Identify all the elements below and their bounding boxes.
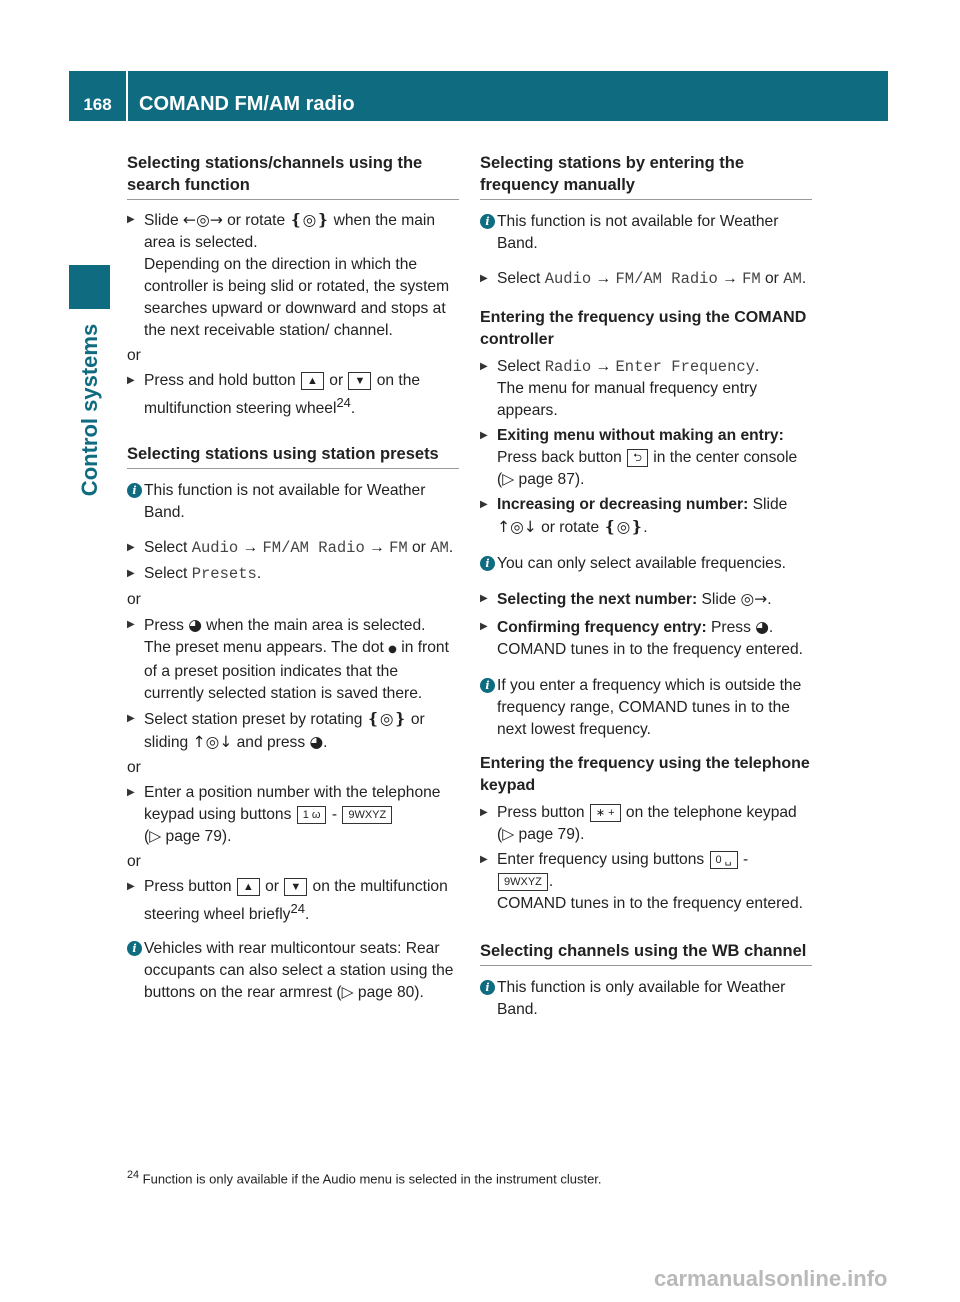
step-enter-frequency: ▶ Select Radio → Enter Frequency. The menu for manual frequency entry appears.: [480, 356, 812, 422]
press-controller-icon: ◕: [188, 616, 202, 635]
side-tab-marker: [69, 265, 110, 309]
step-increase-decrease: ▶ Increasing or decreasing number: Slide ↑◎↓ or rotate ❴◎❵.: [480, 494, 812, 539]
info-icon: i: [127, 483, 142, 498]
footnote: $^{24}$ Function is only available if the Audio menu is selected in the instrument cluster.: [127, 1169, 602, 1187]
key-9-icon: 9WXYZ: [342, 806, 392, 824]
slide-right-icon: ◎→: [740, 590, 768, 608]
info-icon: i: [480, 678, 495, 693]
watermark: carmanualsonline.info: [654, 1266, 888, 1291]
back-button-icon: ⮌: [627, 449, 648, 467]
or-separator: or: [127, 591, 141, 609]
section-heading-wb-channel: Selecting channels using the WB channel: [480, 940, 812, 966]
step-select-presets: ▶ Select Presets.: [127, 563, 459, 585]
info-note-available: i You can only select available frequencies.: [480, 553, 812, 575]
subheading-keypad: Entering the frequency using the telephone keypad: [480, 755, 810, 794]
slide-lr-icon: ←◎→: [183, 211, 223, 229]
key-9-icon: 9WXYZ: [498, 873, 548, 891]
info-icon: i: [127, 941, 142, 956]
rotate-icon: ❴◎❵: [603, 518, 644, 536]
step-press-main-area: ▶ Press ◕ when the main area is selected. The preset menu appears. The dot ● in front of a preset position indicates that the currently selected station is saved there.: [127, 614, 459, 705]
info-icon: i: [480, 214, 495, 229]
step-enter-position: ▶ Enter a position number with the telephone keypad using buttons 1 ω - 9WXYZ (▷ page 79).: [127, 782, 459, 848]
or-separator: or: [127, 347, 141, 364]
star-key-icon: ∗ +: [590, 804, 621, 822]
step-enter-frequency-keypad: ▶ Enter frequency using buttons 0 ␣ - 9WXYZ . COMAND tunes in to the frequency entered.: [480, 849, 812, 915]
step-select-preset: ▶ Select station preset by rotating ❴◎❵ or sliding ↑◎↓ and press ◕.: [127, 708, 459, 754]
step-next-number: ▶ Selecting the next number: Slide ◎→.: [480, 588, 812, 611]
dot-icon: ●: [388, 644, 397, 656]
step-select-audio: ▶ Select Audio → FM/AM Radio → FM or AM.: [127, 537, 459, 559]
rotate-icon: ❴◎❵: [289, 211, 330, 229]
info-note-rear-seats: i Vehicles with rear multicontour seats: Rear occupants can also select a station using the buttons on the rear armrest (▷ page 80).: [127, 938, 459, 1004]
step-press-star: ▶ Press button ∗ + on the telephone keypad (▷ page 79).: [480, 802, 812, 846]
up-arrow-key-icon: ▲: [301, 372, 324, 390]
or-separator: or: [127, 853, 141, 871]
right-column: [480, 152, 812, 1021]
side-tab-label: Control systems: [76, 323, 102, 497]
header-divider: [126, 71, 128, 121]
step-exit-menu: ▶ Exiting menu without making an entry: Press back button ⮌ in the center console (▷ page 87).: [480, 425, 812, 491]
step-press-briefly: ▶ Press button ▲ or ▼ on the multifunction steering wheel briefly$^{24}$.: [127, 876, 459, 926]
press-controller-icon: ◕: [309, 733, 324, 752]
subheading-controller: Entering the frequency using the COMAND controller: [480, 309, 807, 348]
section-heading-search: Selecting stations/channels using the search function: [127, 152, 459, 200]
step-select-audio: ▶ Select Audio → FM/AM Radio → FM or AM.: [480, 268, 812, 290]
left-column: [127, 152, 459, 1004]
info-note-weather-only: i This function is only available for Weather Band.: [480, 977, 812, 1021]
step-slide-rotate: ▶ Slide ←◎→ or rotate ❴◎❵ when the main area is selected. Depending on the direction in which the controller is being slid or rotated, the system searches upward or downward and stops at the next receivable station/ channel.: [127, 209, 459, 342]
step-confirm-frequency: ▶ Confirming frequency entry: Press ◕. COMAND tunes in to the frequency entered.: [480, 616, 812, 661]
page-title: COMAND FM/AM radio: [139, 93, 355, 115]
info-note-weather: i This function is not available for Weather Band.: [480, 211, 812, 255]
section-heading-presets: Selecting stations using station presets: [127, 443, 459, 469]
info-icon: i: [480, 556, 495, 571]
side-tab: [69, 315, 110, 505]
info-icon: i: [480, 980, 495, 995]
up-arrow-key-icon: ▲: [237, 878, 260, 896]
page-number: 168: [83, 95, 112, 114]
info-note-out-of-range: i If you enter a frequency which is outside the frequency range, COMAND tunes in to the next lowest frequency.: [480, 675, 812, 741]
press-controller-icon: ◕: [755, 618, 769, 636]
down-arrow-key-icon: ▼: [284, 878, 307, 896]
slide-ud-icon: ↑◎↓: [497, 518, 537, 536]
section-heading-manual-frequency: Selecting stations by entering the frequency manually: [480, 152, 812, 200]
key-1-icon: 1 ω: [297, 806, 327, 824]
key-0-icon: 0 ␣: [710, 851, 738, 869]
rotate-icon: ❴◎❵: [366, 710, 407, 729]
info-note-weather: i This function is not available for Weather Band.: [127, 480, 459, 524]
down-arrow-key-icon: ▼: [348, 372, 371, 390]
step-press-hold: ▶ Press and hold button ▲ or ▼ on the multifunction steering wheel$^{24}$.: [127, 370, 459, 420]
or-separator: or: [127, 759, 141, 777]
slide-ud-icon: ↑◎↓: [192, 733, 233, 752]
